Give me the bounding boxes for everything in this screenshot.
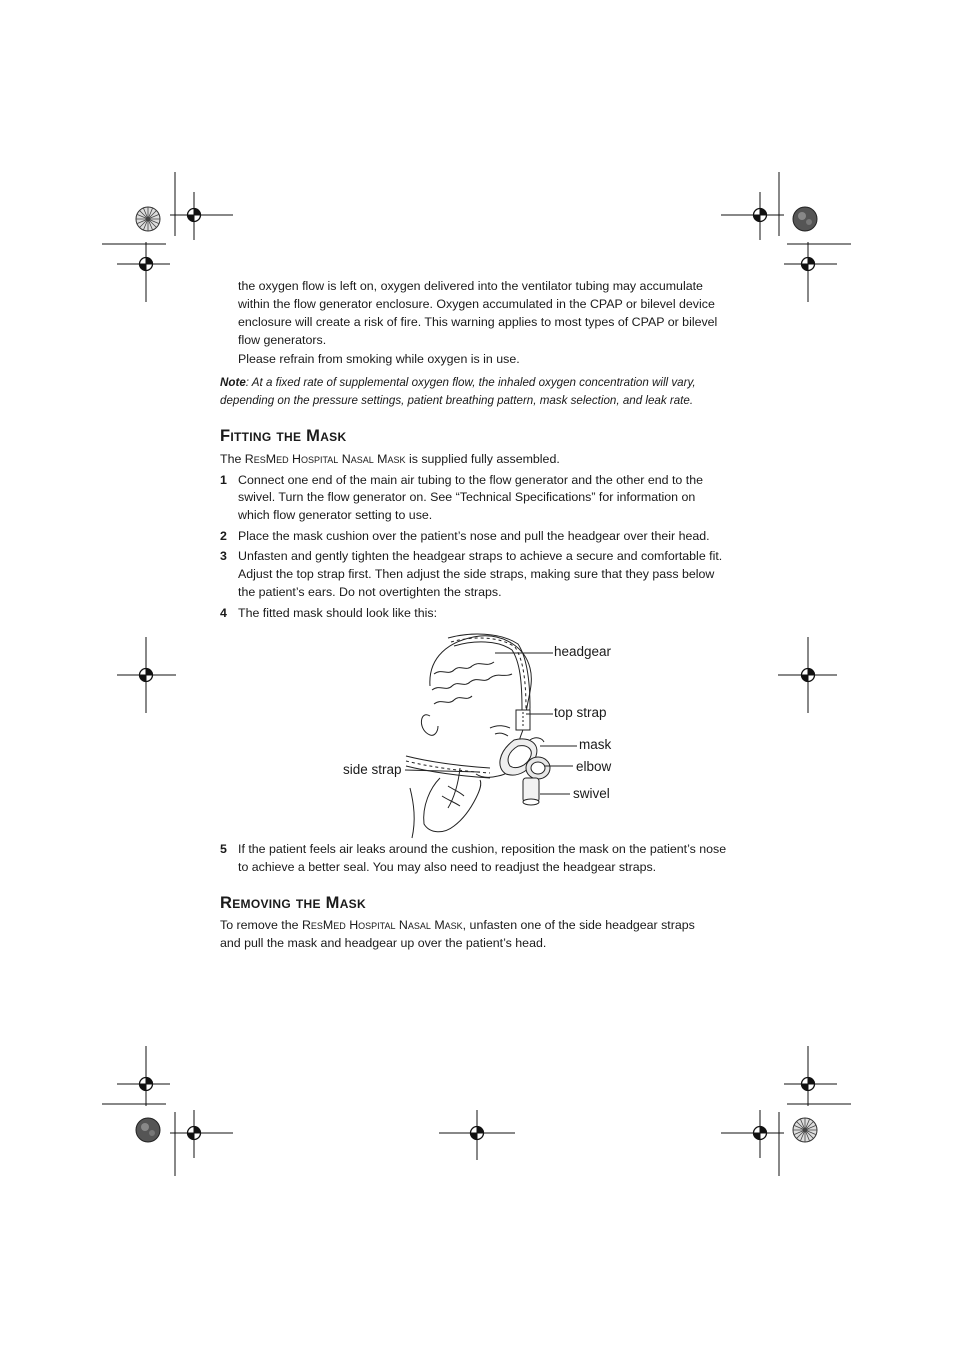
warning-line: within the flow generator enclosure. Oxygen accumulated in the CPAP or bilevel device bbox=[238, 297, 715, 311]
fitting-intro: The ResMed Hospital Nasal Mask is supplied fully assembled. bbox=[220, 452, 560, 466]
step-text: Place the mask cushion over the patient’s nose and pull the headgear over their head. bbox=[238, 529, 710, 543]
crop-mark-bottom-left bbox=[102, 1046, 233, 1176]
step-text: Adjust the top strap first. Then adjust the side straps, making sure that they pass below bbox=[238, 567, 715, 581]
registration-mark-bottom-center bbox=[439, 1110, 515, 1160]
crop-mark-bottom-right bbox=[721, 1046, 851, 1176]
crop-mark-top-right bbox=[721, 172, 851, 302]
step-number: 3 bbox=[220, 549, 227, 563]
product-name: ResMed Hospital Nasal Mask bbox=[301, 918, 463, 932]
fitted-mask-illustration bbox=[330, 628, 630, 840]
removing-text: and pull the mask and headgear up over the patient’s head. bbox=[220, 936, 547, 950]
step-number: 5 bbox=[220, 842, 227, 856]
warning-line: the oxygen flow is left on, oxygen delivered into the ventilator tubing may accumulate bbox=[238, 279, 703, 293]
step-text: the patient’s ears. Do not overtighten the straps. bbox=[238, 585, 502, 599]
warning-line: enclosure will create a risk of fire. This warning applies to most types of CPAP or bilevel bbox=[238, 315, 718, 329]
callout-elbow: elbow bbox=[576, 759, 612, 774]
product-name: ResMed Hospital Nasal Mask bbox=[244, 452, 406, 466]
section-heading-fitting: Fitting the Mask bbox=[220, 427, 347, 445]
step-text: The fitted mask should look like this: bbox=[238, 606, 438, 620]
crop-mark-top-left bbox=[102, 172, 233, 302]
step-text: swivel. Turn the flow generator on. See “Technical Specifications” for information on bbox=[238, 490, 696, 504]
step-text: If the patient feels air leaks around the cushion, reposition the mask on the patient’s nose bbox=[238, 842, 727, 856]
registration-mark-mid-right bbox=[778, 637, 837, 713]
step-number: 2 bbox=[220, 529, 227, 543]
step-text: Connect one end of the main air tubing to the flow generator and the other end to the bbox=[238, 473, 703, 487]
note-line: depending on the pressure settings, patient breathing pattern, mask selection, and leak rate. bbox=[220, 394, 694, 407]
step-text: to achieve a better seal. You may also need to readjust the headgear straps. bbox=[238, 860, 657, 874]
step-number: 1 bbox=[220, 473, 227, 487]
note-line: Note: At a fixed rate of supplemental oxygen flow, the inhaled oxygen concentration will vary, bbox=[220, 376, 696, 389]
mask-drawing bbox=[330, 628, 630, 840]
callout-swivel: swivel bbox=[573, 786, 610, 801]
callout-mask: mask bbox=[579, 737, 612, 752]
step-number: 4 bbox=[220, 606, 227, 620]
removing-text: To remove the ResMed Hospital Nasal Mask, unfasten one of the side headgear straps bbox=[220, 918, 695, 932]
smoking-warning: Please refrain from smoking while oxygen is in use. bbox=[238, 352, 520, 366]
callout-side-strap: side strap bbox=[343, 762, 402, 777]
registration-mark-mid-left bbox=[117, 637, 176, 713]
step-text: which flow generator setting to use. bbox=[238, 508, 433, 522]
note-label: Note bbox=[220, 376, 246, 389]
callout-headgear: headgear bbox=[554, 644, 612, 659]
section-heading-removing: Removing the Mask bbox=[220, 894, 366, 912]
warning-line: flow generators. bbox=[238, 333, 327, 347]
step-text: Unfasten and gently tighten the headgear straps to achieve a secure and comfortable fit. bbox=[238, 549, 723, 563]
callout-top-strap: top strap bbox=[554, 705, 607, 720]
